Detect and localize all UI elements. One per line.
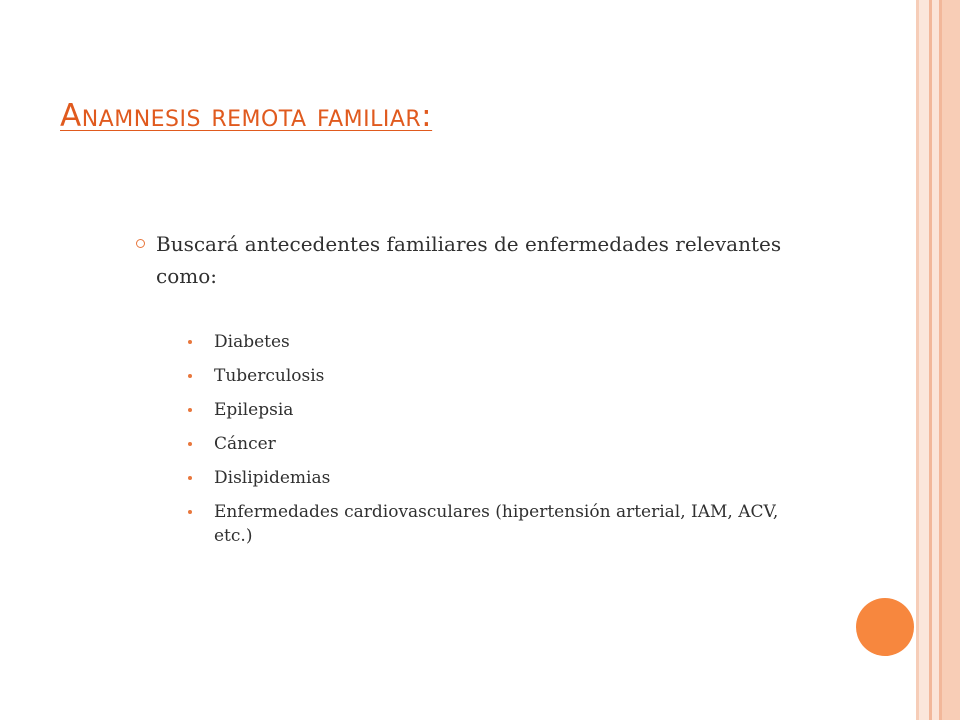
- dot-bullet-icon: [188, 340, 192, 344]
- list-item-label: Diabetes: [214, 332, 290, 352]
- slide-body: [136, 228, 816, 558]
- stripe: [919, 0, 929, 720]
- lead-bullet-item: [136, 228, 816, 292]
- list-item-label: Epilepsia: [214, 400, 294, 420]
- hollow-circle-bullet-icon: [136, 239, 145, 248]
- list-item: [212, 398, 816, 422]
- list-item-label: Tuberculosis: [214, 366, 325, 386]
- list-item: [212, 500, 816, 548]
- edge-stripes-decoration: [916, 0, 960, 720]
- list-item-label: Enfermedades cardiovasculares (hipertensión arterial, IAM, ACV, etc.): [214, 502, 779, 546]
- list-item-label: Cáncer: [214, 434, 276, 454]
- stripe: [942, 0, 960, 720]
- condition-list: [136, 330, 816, 548]
- lead-text: Buscará antecedentes familiares de enfermedades relevantes como:: [156, 232, 782, 288]
- list-item: [212, 330, 816, 354]
- dot-bullet-icon: [188, 408, 192, 412]
- list-item-label: Dislipidemias: [214, 468, 331, 488]
- list-item: [212, 364, 816, 388]
- list-item: [212, 432, 816, 456]
- dot-bullet-icon: [188, 442, 192, 446]
- orange-circle-icon: [856, 598, 914, 656]
- dot-bullet-icon: [188, 510, 192, 514]
- dot-bullet-icon: [188, 374, 192, 378]
- dot-bullet-icon: [188, 476, 192, 480]
- slide-title-text: Anamnesis remota familiar:: [60, 98, 433, 134]
- list-item: [212, 466, 816, 490]
- stripe: [932, 0, 939, 720]
- slide-title: [60, 98, 432, 135]
